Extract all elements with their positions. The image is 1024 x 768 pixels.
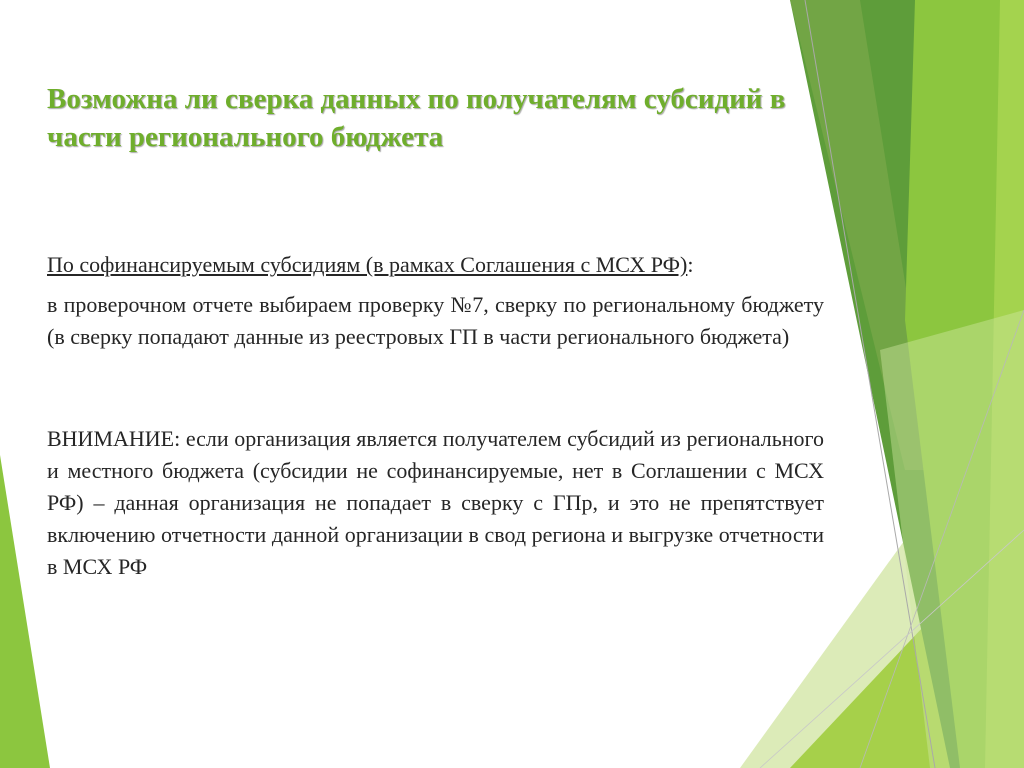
intro-underlined-text: По софинансируемым субсидиям (в рамках Соглашения с МСХ РФ) — [47, 252, 688, 277]
intro-paragraph — [47, 249, 824, 281]
check-paragraph: в проверочном отчете выбираем проверку №7, сверку по региональному бюджету (в сверку попадают данные из реестровых ГП в части регионального бюджета) — [47, 292, 824, 349]
intro-suffix: : — [687, 252, 694, 277]
warning-paragraph: ВНИМАНИЕ: если организация является получателем субсидий из регионального и местного бюджета (субсидии не софинансируемые, нет в Соглашении с МСХ РФ) – данная организация не попадает в сверку с ГПр, и это не препятствует включению отчетности данной организации в свод региона и выгрузке отчетности в МСХ РФ — [47, 426, 824, 579]
slide-body — [47, 249, 824, 583]
slide-title: Возможна ли сверка данных по получателям субсидий в части регионального бюджета — [47, 83, 786, 153]
left-green-stripe — [0, 455, 50, 768]
